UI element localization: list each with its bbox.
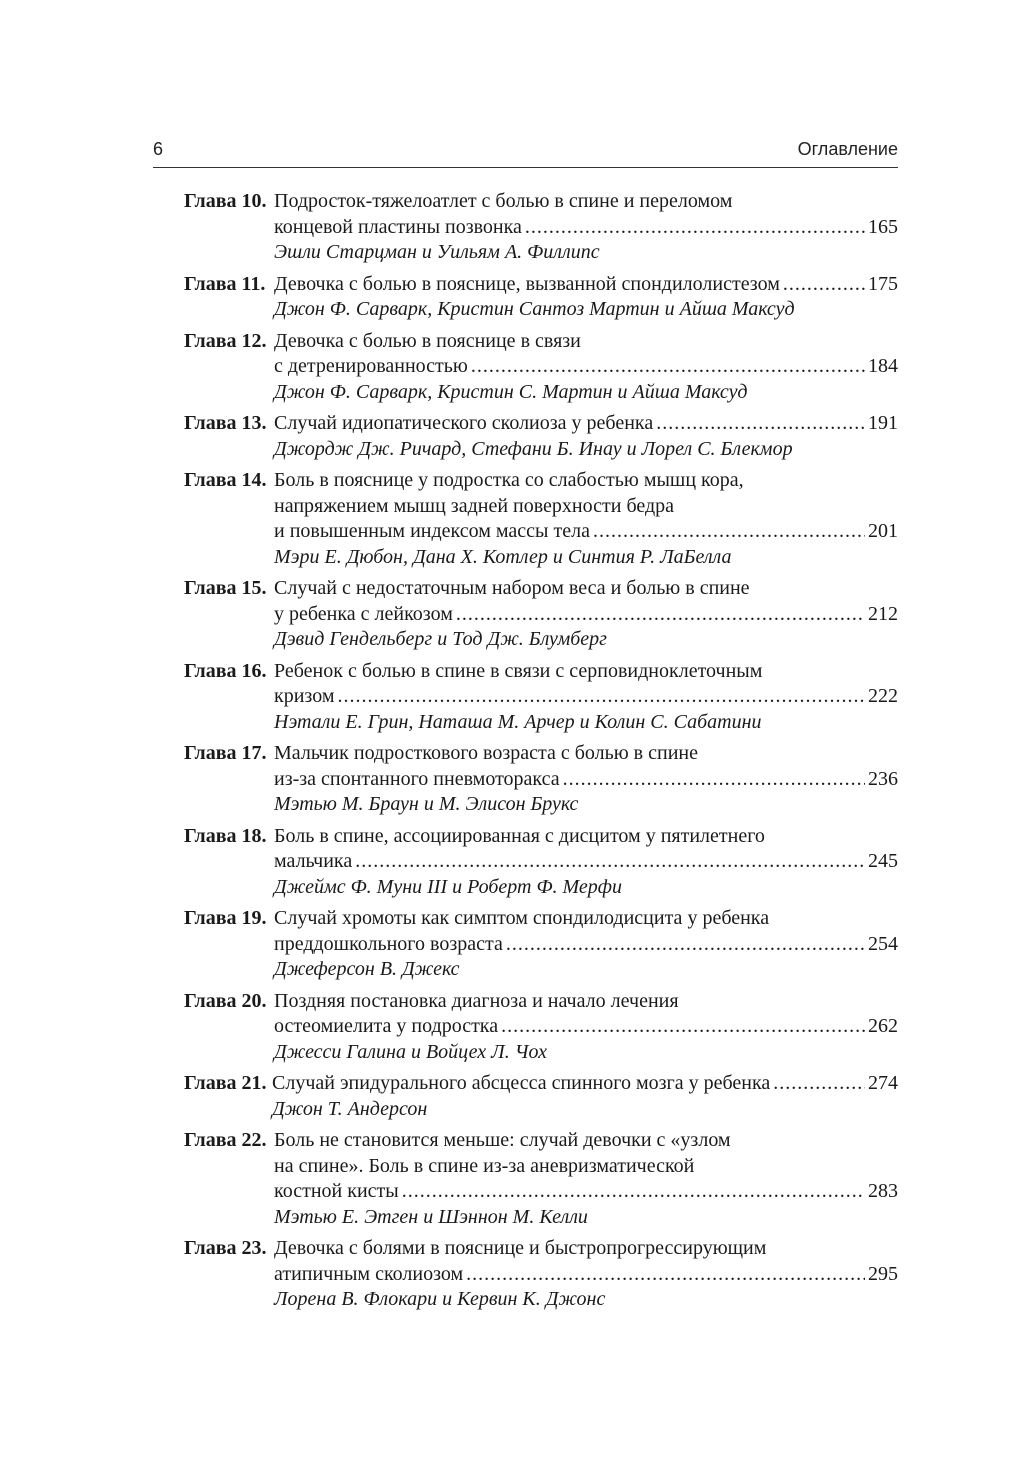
chapter-label: Глава 14. (184, 469, 267, 491)
chapter-authors: Джон Т. Андерсон (272, 1097, 428, 1120)
page-ref: 295 (868, 1262, 898, 1285)
toc-entry (184, 576, 898, 653)
chapter-label: Глава 15. (184, 577, 267, 599)
toc-entry (184, 989, 898, 1066)
chapter-authors: Дэвид Гендельберг и Тод Дж. Блумберг (274, 628, 607, 650)
dot-leader (355, 849, 865, 875)
chapter-label: Глава 13. (184, 412, 267, 434)
chapter-body (274, 659, 898, 736)
toc-entry (184, 824, 898, 901)
chapter-title-text: Случай эпидурального абсцесса спинного мозга у ребенка (272, 1072, 771, 1094)
chapter-authors: Мэри Е. Дюбон, Дана Х. Котлер и Синтия Р. ЛаБелла (274, 545, 732, 568)
dot-leader (402, 1179, 865, 1205)
chapter-body (274, 411, 898, 462)
chapter-title-text: у ребенка с лейкозом (274, 602, 453, 625)
chapter-title-line (274, 602, 898, 628)
chapter-body (274, 189, 898, 266)
chapter-authors: Мэтью Е. Этген и Шэннон М. Келли (274, 1205, 588, 1228)
chapter-title-line: Боль в пояснице у подростка со слабостью мышц кора, (274, 469, 744, 491)
chapter-title-line (274, 411, 898, 437)
dot-leader (466, 1262, 865, 1288)
chapter-title-line: Боль не становится меньше: случай девочки с «узлом (274, 1129, 731, 1151)
chapter-title-text: и повышенным индексом массы тела (274, 520, 590, 542)
dot-leader (501, 1014, 865, 1040)
chapter-title-line (274, 767, 898, 793)
chapter-body (274, 741, 898, 818)
dot-leader (337, 684, 865, 710)
page-ref: 222 (868, 685, 898, 707)
chapter-title-line (274, 849, 898, 875)
chapter-body (274, 906, 898, 983)
page-ref: 201 (868, 520, 898, 542)
chapter-title-line: Девочка с болью в пояснице в связи (274, 329, 581, 352)
page-ref: 191 (868, 412, 898, 434)
toc-entry (184, 272, 898, 323)
chapter-title-line (274, 354, 898, 380)
page-ref: 262 (868, 1015, 898, 1037)
page-ref: 236 (868, 767, 898, 790)
chapter-title-text: кризом (274, 685, 335, 707)
page-ref: 245 (868, 850, 898, 872)
chapter-title-text: костной кисты (274, 1180, 399, 1202)
page-ref: 165 (868, 215, 898, 238)
chapter-title-line (274, 1014, 898, 1040)
chapter-body (274, 468, 898, 570)
chapter-title-line: Подросток-тяжелоатлет с болью в спине и переломом (274, 190, 733, 212)
chapter-body (272, 1071, 898, 1122)
dot-leader (656, 411, 865, 437)
page-number: 6 (153, 139, 164, 159)
toc-entry (184, 1128, 898, 1230)
chapter-title-text: Девочка с болью в пояснице, вызванной спондилолистезом (274, 272, 780, 295)
section-title: Оглавление (797, 139, 898, 159)
chapter-body (274, 989, 898, 1066)
chapter-body (274, 576, 898, 653)
chapter-authors: Джон Ф. Сарварк, Кристин Сантоз Мартин и Айша Максуд (274, 298, 795, 320)
page-ref: 254 (868, 932, 898, 955)
page-ref: 175 (868, 272, 898, 295)
chapter-authors: Джордж Дж. Ричард, Стефани Б. Инау и Лорел С. Блекмор (274, 437, 793, 460)
chapter-authors: Джесси Галина и Войцех Л. Чох (274, 1040, 547, 1063)
chapter-title-text: атипичным сколиозом (274, 1262, 464, 1285)
chapter-authors: Мэтью М. Браун и М. Элисон Брукс (274, 793, 579, 815)
chapter-title-line (272, 1071, 898, 1097)
chapter-title-line: Ребенок с болью в спине в связи с серповидноклеточным (274, 659, 763, 682)
page-ref: 274 (868, 1072, 898, 1094)
chapter-body (274, 272, 898, 323)
chapter-title-line: Случай с недостаточным набором веса и болью в спине (274, 577, 750, 599)
chapter-title-line: Поздняя постановка диагноза и начало лечения (274, 989, 679, 1012)
chapter-title-line (274, 272, 898, 298)
chapter-body (274, 1128, 898, 1230)
dot-leader (471, 354, 865, 380)
chapter-authors: Нэтали Е. Грин, Наташа М. Арчер и Колин С. Сабатини (274, 710, 762, 733)
chapter-title-text: остеомиелита у подростка (274, 1015, 499, 1037)
header-rule (153, 167, 898, 168)
toc-entry (184, 411, 898, 462)
running-head (153, 139, 898, 160)
chapter-title-text: из-за спонтанного пневмоторакса (274, 767, 560, 790)
chapter-title-text: концевой пластины позвонка (274, 215, 522, 238)
chapter-title-text: мальчика (274, 850, 353, 872)
chapter-label: Глава 18. (184, 824, 267, 847)
toc-entry (184, 189, 898, 266)
chapter-title-line: Девочка с болями в пояснице и быстропрогрессирующим (274, 1237, 767, 1259)
toc-entry (184, 329, 898, 406)
chapter-title-line (274, 932, 898, 958)
chapter-title-text: с детренированностью (274, 355, 468, 377)
chapter-authors: Джон Ф. Сарварк, Кристин С. Мартин и Айша Максуд (274, 380, 748, 403)
chapter-label: Глава 11. (184, 272, 266, 295)
chapter-title-line (274, 519, 898, 545)
chapter-title-line (274, 684, 898, 710)
chapter-label: Глава 20. (184, 989, 267, 1012)
chapter-label: Глава 10. (184, 190, 267, 212)
chapter-title-line: на спине». Боль в спине из-за аневризматической (274, 1154, 695, 1177)
page-ref: 184 (868, 355, 898, 377)
chapter-title-line (274, 1262, 898, 1288)
chapter-body (274, 824, 898, 901)
chapter-label: Глава 19. (184, 907, 267, 929)
page-ref: 212 (868, 602, 898, 625)
chapter-label: Глава 16. (184, 659, 267, 682)
chapter-body (274, 329, 898, 406)
toc-entry (184, 1236, 898, 1313)
chapter-title-text: преддошкольного возраста (274, 932, 503, 955)
chapter-label: Глава 23. (184, 1237, 267, 1259)
toc-entry (184, 741, 898, 818)
chapter-title-line: напряжением мышц задней поверхности бедра (274, 494, 675, 517)
dot-leader (563, 767, 865, 793)
chapter-authors: Джеймс Ф. Муни III и Роберт Ф. Мерфи (274, 875, 622, 898)
toc-entry (184, 468, 898, 570)
dot-leader (506, 932, 865, 958)
dot-leader (456, 602, 865, 628)
toc-entry (184, 1071, 898, 1122)
table-of-contents (184, 189, 898, 1319)
chapter-label: Глава 12. (184, 329, 267, 352)
chapter-title-line (274, 1179, 898, 1205)
chapter-title-line (274, 215, 898, 241)
chapter-authors: Джеферсон В. Джекс (274, 958, 460, 980)
chapter-authors: Лорена В. Флокари и Кервин К. Джонс (274, 1288, 606, 1310)
chapter-label: Глава 21. (184, 1072, 267, 1094)
chapter-title-line: Боль в спине, ассоциированная с дисцитом у пятилетнего (274, 824, 765, 847)
page-ref: 283 (868, 1180, 898, 1202)
dot-leader (525, 215, 865, 241)
chapter-label: Глава 22. (184, 1129, 267, 1151)
toc-entry (184, 906, 898, 983)
toc-entry (184, 659, 898, 736)
dot-leader (783, 272, 865, 298)
chapter-authors: Эшли Старцман и Уильям А. Филлипс (274, 241, 600, 263)
chapter-title-line: Случай хромоты как симптом спондилодисцита у ребенка (274, 907, 770, 929)
dot-leader (593, 519, 865, 545)
dot-leader (773, 1071, 865, 1097)
chapter-label: Глава 17. (184, 742, 267, 764)
chapter-body (274, 1236, 898, 1313)
chapter-title-text: Случай идиопатического сколиоза у ребенка (274, 412, 654, 434)
chapter-title-line: Мальчик подросткового возраста с болью в спине (274, 742, 698, 764)
